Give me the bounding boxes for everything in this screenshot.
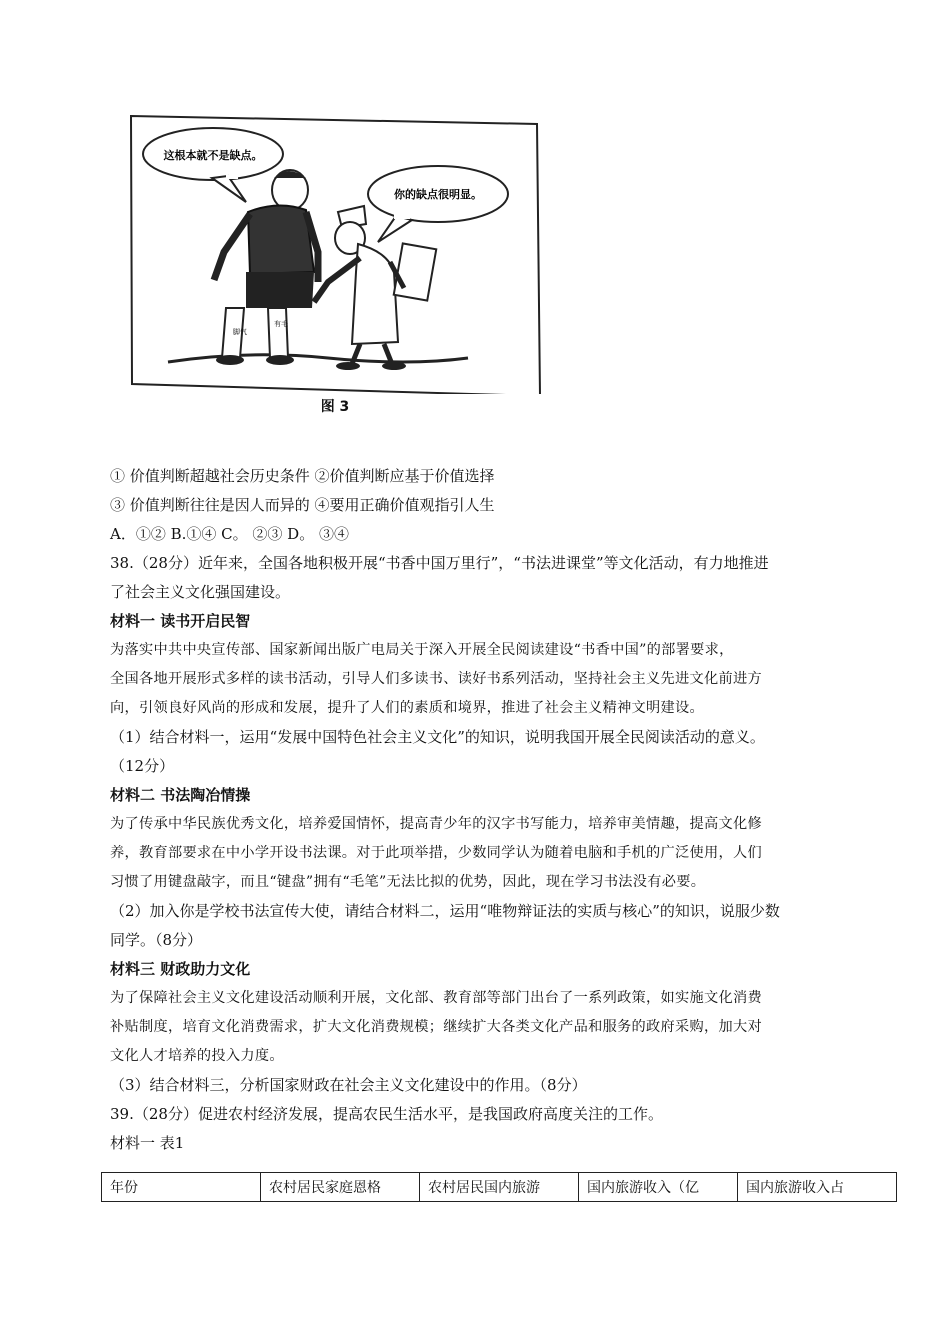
material-2-line-1: 为了传承中华民族优秀文化，培养爱国情怀，提高青少年的汉字书写能力，培养审美情趣，提高文化修 <box>110 816 762 832</box>
q38-sub-2-line-1: （2）加入你是学校书法宣传大使，请结合材料二，运用“唯物辩证法的实质与核心”的知识，说服少数 <box>110 902 780 920</box>
option-line-2: ③ 价值判断往往是因人而异的 ④要用正确价值观指引人生 <box>110 496 495 514</box>
material-2-line-3: 习惯了用键盘敲字，而且“键盘”拥有“毛笔”无法比拟的优势，因此，现在学习书法没有必要。 <box>110 874 706 890</box>
q38-sub-3: （3）结合材料三，分析国家财政在社会主义文化建设中的作用。（8分） <box>110 1076 587 1094</box>
table-header-cell: 农村居民家庭恩格 <box>261 1173 420 1202</box>
bubble-right-text: 你的缺点很明显。 <box>394 188 482 201</box>
q38-sub-1-line-1: （1）结合材料一，运用“发展中国特色社会主义文化”的知识，说明我国开展全民阅读活动的意义。 <box>110 728 765 746</box>
table-header-cell: 年份 <box>102 1173 261 1202</box>
answer-choices: A．①② B.①④ C。 ②③ D。 ③④ <box>110 525 349 543</box>
table-1-label: 材料一 表1 <box>110 1134 185 1152</box>
material-3-title: 材料三 财政助力文化 <box>110 960 251 978</box>
table-header-cell: 国内旅游收入（亿 <box>579 1173 738 1202</box>
leg-label-right: 有毛 <box>274 320 288 328</box>
q38-stem-2: 了社会主义文化强国建设。 <box>110 583 291 601</box>
q39-stem: 39.（28分）促进农村经济发展，提高农民生活水平，是我国政府高度关注的工作。 <box>110 1105 663 1123</box>
bubble-left-text: 这根本就不是缺点。 <box>163 149 263 162</box>
material-2-line-2: 养，教育部要求在中小学开设书法课。对于此项举措，少数同学认为随着电脑和手机的广泛使用，人们 <box>110 845 762 861</box>
cartoon-illustration <box>128 112 542 394</box>
material-1-line-1: 为落实中共中央宣传部、国家新闻出版广电局关于深入开展全民阅读建设“书香中国”的部署要求， <box>110 642 734 658</box>
table-header-cell: 国内旅游收入占 <box>738 1173 897 1202</box>
q38-sub-2-line-2: 同学。（8分） <box>110 931 203 949</box>
material-3-line-2: 补贴制度，培育文化消费需求，扩大文化消费规模；继续扩大各类文化产品和服务的政府采购，加大对 <box>110 1019 762 1035</box>
option-line-1: ① 价值判断超越社会历史条件 ②价值判断应基于价值选择 <box>110 467 495 485</box>
table-header-cell: 农村居民国内旅游 <box>420 1173 579 1202</box>
material-1-line-3: 向，引领良好风尚的形成和发展，提升了人们的素质和境界，推进了社会主义精神文明建设。 <box>110 700 704 716</box>
question-content <box>110 462 860 1158</box>
material-1-line-2: 全国各地开展形式多样的读书活动，引导人们多读书、读好书系列活动，坚持社会主义先进文化前进方 <box>110 671 762 687</box>
material-2-title: 材料二 书法陶冶情操 <box>110 786 251 804</box>
q38-stem-1: 38.（28分）近年来，全国各地积极开展“书香中国万里行”，“书法进课堂”等文化活动，有力地推进 <box>110 554 769 572</box>
table-1 <box>101 1172 897 1202</box>
material-3-line-3: 文化人才培养的投入力度。 <box>110 1048 284 1064</box>
cartoon-figure <box>128 112 542 418</box>
material-1-title: 材料一 读书开启民智 <box>110 612 251 630</box>
figure-caption: 图 3 <box>320 399 350 415</box>
material-3-line-1: 为了保障社会主义文化建设活动顺利开展，文化部、教育部等部门出台了一系列政策，如实施文化消费 <box>110 990 762 1006</box>
q38-sub-1-line-2: （12分） <box>110 757 175 775</box>
leg-label-left: 脚气 <box>233 328 247 336</box>
table-header-row <box>102 1173 897 1202</box>
man-figure <box>214 170 318 365</box>
doctor-figure <box>314 206 436 370</box>
